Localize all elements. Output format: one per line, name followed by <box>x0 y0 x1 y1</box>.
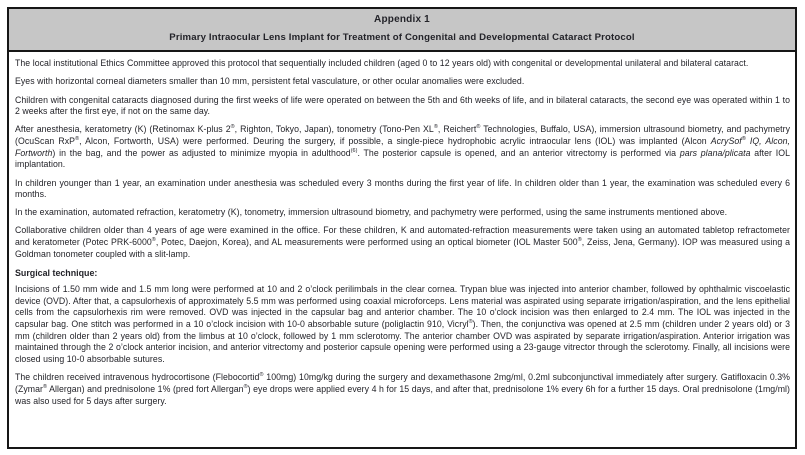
protocol-paragraph: In children younger than 1 year, an examination under anesthesia was scheduled every 3 months during the first year of life. In children older than 1 year, the examination was scheduled every 6 months. <box>15 177 790 200</box>
protocol-paragraph: Children with congenital cataracts diagnosed during the first weeks of life were operated on between the 5th and 6th weeks of life, and in bilateral cataracts, the second eye was operated within 1 to 2 weeks after the first eye, if not on the same day. <box>15 94 790 117</box>
protocol-paragraph: Collaborative children older than 4 years of age were examined in the office. For these children, K and automated-refraction measurements were taken using an automated tabletop refractometer and keratometer (Potec PRK-6000®, Potec, Daejon, Korea), and AL measurements were performed using an optical biometer (IOL Master 500®, Zeiss, Jena, Germany). IOP was measured using a Goldman tonometer coupled with a slit-lamp. <box>15 225 790 259</box>
protocol-body <box>9 52 795 447</box>
protocol-paragraph: The children received intravenous hydrocortisone (Flebocortid® 100mg) 10mg/kg during the surgery and dexamethasone 2mg/ml, 0.2ml subconjunctival immediately after surgery. Gatifloxacin 0.3% (Zymar® Allergan) and prednisolone 1% (pred fort Allergan®) eye drops were applied every 4 h for 15 days, and after that, prednisolone 1% every 6h for a further 15 days. Oral prednisolone (1mg/ml) was also used for 5 days after surgery. <box>15 372 791 406</box>
protocol-paragraph: The local institutional Ethics Committee approved this protocol that sequentially included children (aged 0 to 12 years old) with congenital or developmental unilateral and bilateral cataract. <box>15 58 749 69</box>
protocol-paragraph: Eyes with horizontal corneal diameters smaller than 10 mm, persistent fetal vasculature, or other ocular anomalies were excluded. <box>15 76 525 87</box>
appendix-label: Appendix 1 <box>374 14 430 25</box>
protocol-table <box>7 7 797 449</box>
protocol-paragraph: After anesthesia, keratometry (K) (Retinomax K-plus 2®, Righton, Tokyo, Japan), tonometry (Tono-Pen XL®, Reichert® Technologies, Buffalo, USA), immersion ultrasound biometry, and pachymetry (OcuScan RxP®, Alcon, Fortworth, USA) were performed. Deuring the surgery, if possible, a single-piece hydrophobic acrylic intraocular lens (IOL) was implanted (Alcon AcrySof® IQ, Alcon, Fortworth) in the bag, and the power as adjusted to minimize myopia in adulthood$^{(6)}$. The posterior capsule is opened, and an anterior vitrectomy is performed via pars plana/plicata after IOL implantation. <box>15 124 791 170</box>
section-heading: Surgical technique: <box>15 267 98 278</box>
protocol-paragraph: In the examination, automated refraction, keratometry (K), tonometry, immersion ultrasound biometry, and pachymetry were performed, using the same instruments mentioned above. <box>15 207 728 218</box>
protocol-title: Primary Intraocular Lens Implant for Treatment of Congenital and Developmental Cataract Protocol <box>169 32 635 43</box>
protocol-paragraph: Incisions of 1.50 mm wide and 1.5 mm long were performed at 10 and 2 o’clock perilimbals in the clear cornea. Trypan blue was injected into anterior chamber, followed by ophthalmic viscoelastic device (OVD). After that, a capsulorhexis of approximately 5.5 mm was performed using coaxial microforceps. Lens material was aspirated using separate irrigation/aspiration, and the lens epithelial cells from the capsulorhexis rim were removed. OVD was injected in the capsular bag and anterior chamber. The 10 o’clock incision was then enlarged to 2.4 mm. The IOL was injected in the capsular bag. One stitch was performed in a 10 o’clock incision with 10-0 absorbable suture (poliglactin 910, Vicryl®). Then, the conjunctiva was opened at 2.5 mm (children under 2 years old) or 3 mm (children older than 2 years old) from the limbus at 10 o’clock, followed by 1 mm sclerotomy. The anterior chamber OVD was aspirated by separate irrigation/aspiration. Anterior irrigation was maintained through the 2 o’clock anterior incision, and anterior vitrectomy and posterior capsule opening were performed using a 23-gauge vitrector through the sclerotomy. Finally, all incisions were closed using 10-0 absorbable sutures. <box>15 283 790 365</box>
table-header <box>9 9 795 52</box>
